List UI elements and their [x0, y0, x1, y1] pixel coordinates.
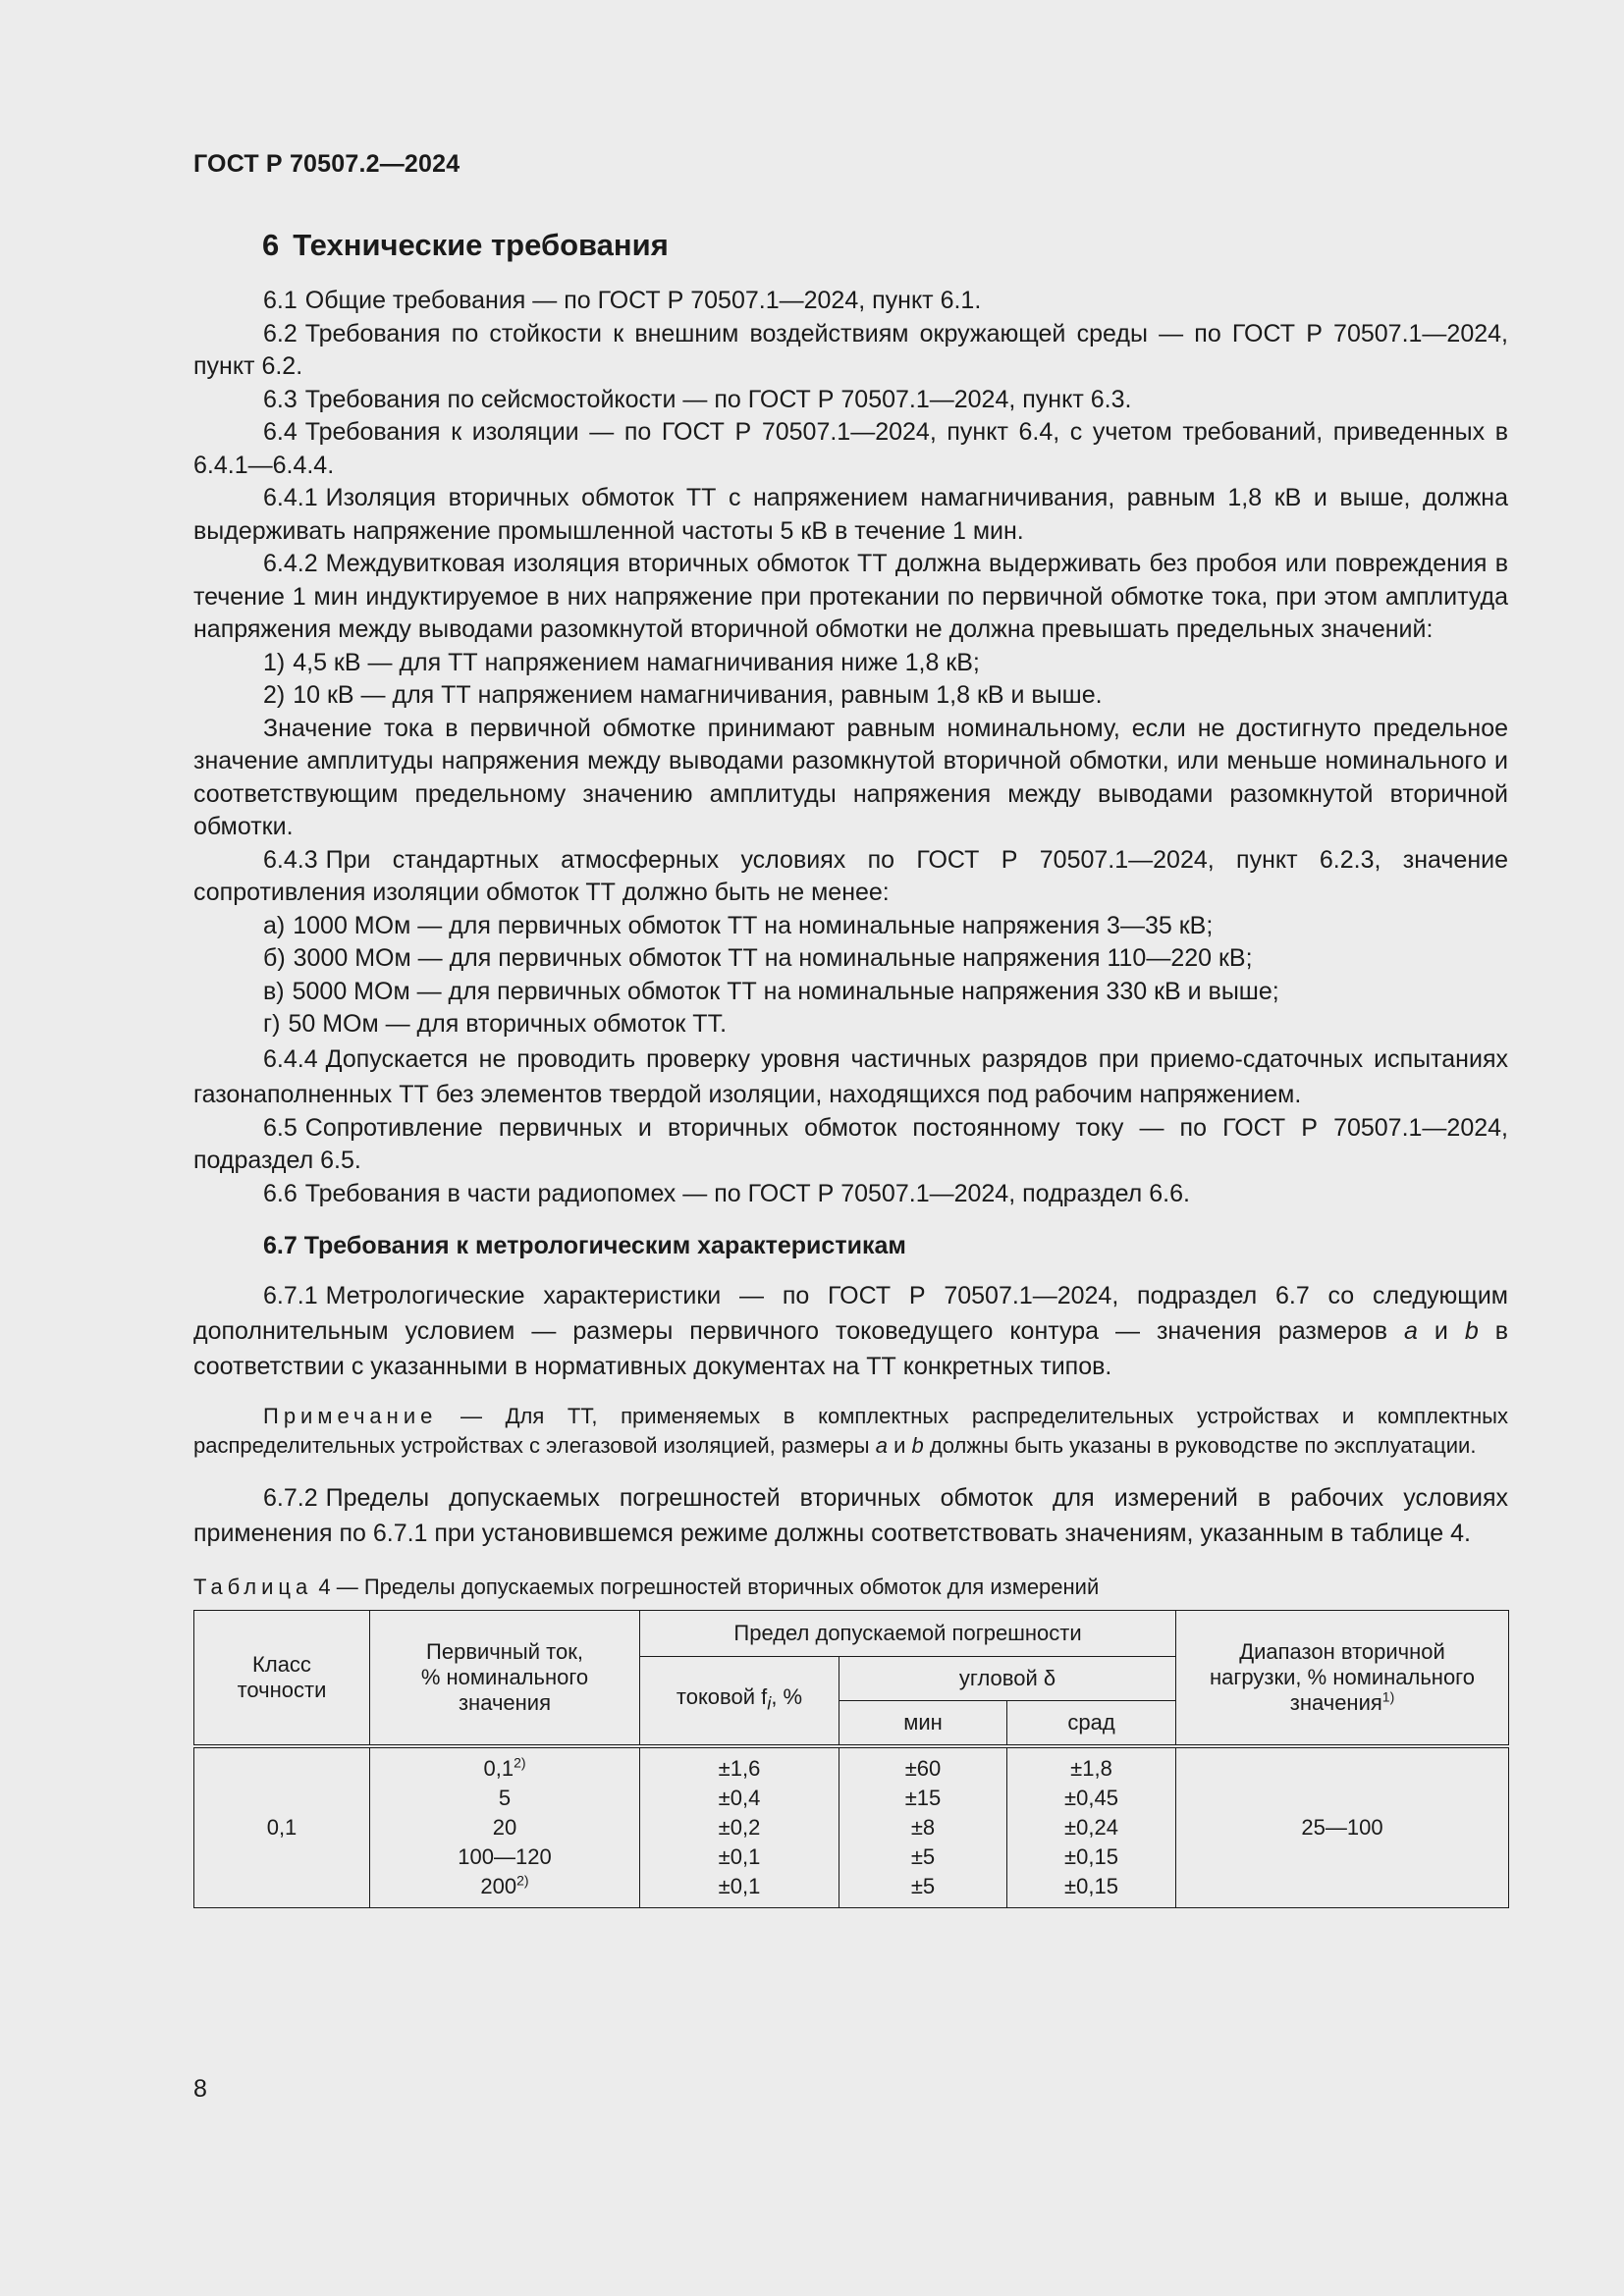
- section-title-text: Технические требования: [293, 228, 669, 262]
- section-number: 6: [262, 228, 280, 262]
- list-item: [263, 679, 1508, 713]
- paragraph-6-4-2-continuation: [193, 713, 1508, 844]
- cell-primary-current: [370, 1746, 640, 1908]
- paragraph-text-a: Метрологические характеристики — по ГОСТ Р 70507.1—2024, подраздел 6.7 со следующим дополнительным условием — размеры первичного токоведущего контура — значения размеров: [193, 1282, 1508, 1345]
- header-load-range-text: Диапазон вторичной нагрузки, % номинального значения: [1210, 1639, 1475, 1715]
- header-crad: срад: [1007, 1701, 1176, 1747]
- paragraph-text: При стандартных атмосферных условиях по ГОСТ Р 70507.1—2024, пункт 6.2.3, значение сопротивления изоляции обмоток ТТ должно быть не менее:: [193, 845, 1508, 906]
- paragraph-number: 6.1: [263, 287, 298, 314]
- variable-a: a: [1403, 1317, 1418, 1345]
- paragraph-number: 6.4.1: [263, 484, 318, 511]
- subscript-i: i: [767, 1692, 772, 1714]
- list-item: [263, 976, 1508, 1009]
- subsection-number: 6.7: [263, 1232, 298, 1259]
- value: 5: [498, 1786, 512, 1810]
- header-min: мин: [839, 1701, 1007, 1747]
- header-accuracy-class: Класс точности: [194, 1611, 370, 1747]
- header-angular-error: угловой δ: [839, 1657, 1176, 1701]
- paragraph-text: Сопротивление первичных и вторичных обмоток постоянному току — по ГОСТ Р 70507.1—2024, подраздел 6.5.: [193, 1113, 1508, 1174]
- paragraph-6-5: [193, 1112, 1508, 1178]
- list-item-text: 5000 МОм — для первичных обмоток ТТ на номинальные напряжения 330 кВ и выше;: [292, 977, 1279, 1005]
- paragraph-number: 6.4.3: [263, 845, 318, 874]
- cell-current-error: ±1,6 ±0,4 ±0,2 ±0,1 ±0,1: [640, 1746, 839, 1908]
- paragraph-6-4: [193, 416, 1508, 482]
- cell-accuracy-class: 0,1: [194, 1746, 370, 1908]
- list-item: [263, 910, 1508, 943]
- page-number: 8: [193, 2075, 207, 2103]
- paragraph-text: Междувитковая изоляция вторичных обмоток ТТ должна выдерживать без пробоя или повреждения в течение 1 мин индуктируемое в них напряжение при протекании по первичной обмотке тока, при этом амплитуда напряжения между выводами разомкнутой вторичной обмотки не должна превышать предельных значений:: [193, 550, 1508, 643]
- paragraph-number: 6.7.1: [263, 1282, 318, 1309]
- subsection-title-text: Требования к метрологическим характеристикам: [303, 1232, 906, 1259]
- document-code-header: ГОСТ Р 70507.2—2024: [193, 150, 460, 178]
- header-primary-current: Первичный ток, % номинального значения: [370, 1611, 640, 1747]
- header-current-error: [640, 1657, 839, 1747]
- variable-a: a: [875, 1433, 888, 1458]
- cell-load-range: 25—100: [1176, 1746, 1509, 1908]
- table-row: [194, 1746, 1509, 1908]
- conjunction: и: [1434, 1317, 1448, 1345]
- list-item-text: 1000 МОм — для первичных обмоток ТТ на номинальные напряжения 3—35 кВ;: [293, 911, 1214, 939]
- paragraph-text: Требования по стойкости к внешним воздействиям окружающей среды — по ГОСТ Р 70507.1—2024, пункт 6.2.: [193, 319, 1508, 380]
- paragraph-6-1: [193, 285, 1508, 318]
- list-item-number: г): [263, 1010, 281, 1038]
- header-load-range: [1176, 1611, 1509, 1747]
- note-text-b: должны быть указаны в руководстве по эксплуатации.: [929, 1433, 1477, 1458]
- note-text-a: — Для ТТ, применяемых в комплектных распределительных устройствах и комплектных распределительных устройствах с элегазовой изоляцией, размеры: [193, 1404, 1508, 1458]
- primary-current-value: [376, 1813, 633, 1842]
- paragraph-number: 6.4: [263, 418, 298, 446]
- paragraph-text: Допускается не проводить проверку уровня частичных разрядов при приемо-сдаточных испытаниях газонаполненных ТТ без элементов твердой изоляции, находящихся под рабочим напряжением.: [193, 1044, 1508, 1108]
- value: 200: [480, 1874, 517, 1898]
- cell-crad: ±1,8 ±0,45 ±0,24 ±0,15 ±0,15: [1007, 1746, 1176, 1908]
- list-item-number: в): [263, 977, 285, 1005]
- note: [193, 1402, 1508, 1461]
- paragraph-number: 6.5: [263, 1113, 298, 1142]
- paragraph-text: Пределы допускаемых погрешностей вторичных обмоток для измерений в рабочих условиях применения по 6.7.1 при установившемся режиме должны соответствовать значениям, указанным в таблице 4.: [193, 1484, 1508, 1547]
- paragraph-number: 6.6: [263, 1179, 298, 1207]
- primary-current-value: [376, 1842, 633, 1872]
- paragraph-6-4-1: [193, 482, 1508, 548]
- list-item-text: 3000 МОм — для первичных обмоток ТТ на номинальные напряжения 110—220 кВ;: [293, 944, 1253, 972]
- paragraph-6-7-1: [193, 1278, 1508, 1384]
- variable-b: b: [1464, 1317, 1479, 1345]
- list-item-number: б): [263, 944, 286, 972]
- value: 100—120: [458, 1844, 552, 1869]
- paragraph-number: 6.4.4: [263, 1044, 318, 1073]
- paragraph-6-4-2: [193, 548, 1508, 647]
- table-caption: [193, 1575, 1508, 1600]
- paragraph-6-7-2: [193, 1480, 1508, 1551]
- primary-current-value: [376, 1754, 633, 1784]
- primary-current-value: [376, 1872, 633, 1901]
- header-current-error-unit: , %: [771, 1684, 803, 1710]
- list-item-number: 2): [263, 681, 286, 709]
- list-item-text: 50 МОм — для вторичных обмоток ТТ.: [288, 1010, 728, 1038]
- table-4: [193, 1610, 1509, 1908]
- paragraph-number: 6.3: [263, 385, 298, 413]
- list-item-text: 4,5 кВ — для ТТ напряжением намагничивания ниже 1,8 кВ;: [293, 648, 980, 676]
- paragraph-6-3: [193, 384, 1508, 417]
- footnote-ref: 2): [516, 1872, 529, 1889]
- note-label: Примечание: [263, 1404, 438, 1428]
- header-error-limit: Предел допускаемой погрешности: [640, 1611, 1176, 1657]
- list-item: [263, 942, 1508, 976]
- paragraph-number: 6.4.2: [263, 550, 318, 577]
- header-current-error-text: токовой f: [676, 1684, 768, 1710]
- value: 0,1: [483, 1756, 514, 1781]
- table-caption-label: Таблица: [193, 1575, 313, 1599]
- paragraph-text: Требования в части радиопомех — по ГОСТ Р 70507.1—2024, подраздел 6.6.: [304, 1179, 1190, 1207]
- table-caption-text: 4 — Пределы допускаемых погрешностей вторичных обмоток для измерений: [318, 1575, 1100, 1599]
- paragraph-text: Изоляция вторичных обмоток ТТ с напряжением намагничивания, равным 1,8 кВ и выше, должна выдерживать напряжение промышленной частоты 5 кВ в течение 1 мин.: [193, 484, 1508, 545]
- list-item-number: а): [263, 911, 286, 939]
- paragraph-text: Требования по сейсмостойкости — по ГОСТ Р 70507.1—2024, пункт 6.3.: [304, 385, 1132, 413]
- paragraph-6-2: [193, 318, 1508, 384]
- list-item: [263, 1008, 1508, 1041]
- conjunction: и: [893, 1433, 906, 1458]
- paragraph-6-4-3: [193, 844, 1508, 910]
- variable-b: b: [911, 1433, 924, 1458]
- section-title: [262, 228, 1508, 263]
- subsection-title-6-7: [263, 1232, 1508, 1260]
- footnote-ref: 1): [1381, 1688, 1395, 1705]
- value: 20: [492, 1815, 517, 1840]
- paragraph-6-6: [193, 1178, 1508, 1211]
- cell-min: ±60 ±15 ±8 ±5 ±5: [839, 1746, 1007, 1908]
- list-item-number: 1): [263, 648, 286, 676]
- paragraph-number: 6.7.2: [263, 1484, 318, 1512]
- paragraph-number: 6.2: [263, 319, 298, 347]
- list-item-text: 10 кВ — для ТТ напряжением намагничивания, равным 1,8 кВ и выше.: [293, 681, 1103, 709]
- paragraph-text: Требования к изоляции — по ГОСТ Р 70507.1—2024, пункт 6.4, с учетом требований, приведенных в 6.4.1—6.4.4.: [193, 418, 1508, 479]
- primary-current-value: [376, 1784, 633, 1813]
- list-item: [263, 647, 1508, 680]
- page-content: [193, 218, 1508, 1908]
- paragraph-text-b: в соответствии с указанными в нормативных документах на ТТ конкретных типов.: [193, 1317, 1508, 1380]
- paragraph-text: Значение тока в первичной обмотке принимают равным номинальному, если не достигнуто предельное значение амплитуды напряжения между выводами разомкнутой вторичной обмотки, или меньше номинального и соответствующим предельному значению амплитуды напряжения между выводами разомкнутой вторичной обмотки.: [193, 714, 1508, 840]
- paragraph-6-4-4: [193, 1041, 1508, 1112]
- footnote-ref: 2): [514, 1754, 526, 1771]
- paragraph-text: Общие требования — по ГОСТ Р 70507.1—2024, пункт 6.1.: [304, 287, 982, 314]
